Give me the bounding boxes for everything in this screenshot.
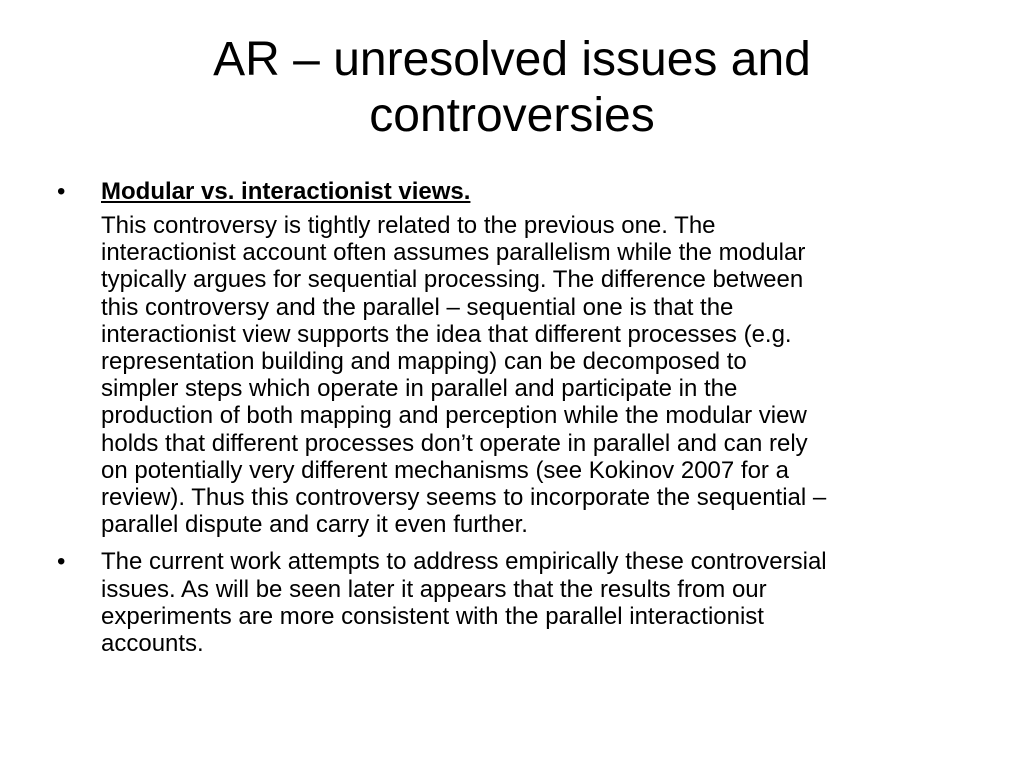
bullet-list (57, 178, 977, 667)
bullet-icon: • (57, 178, 66, 205)
body-line: accounts. (101, 630, 204, 658)
body-line: experiments are more consistent with the parallel interactionist (101, 602, 764, 630)
body-line: simpler steps which operate in parallel and participate in the (101, 375, 738, 403)
bullet-item-current-work (57, 548, 977, 657)
body-line: parallel dispute and carry it even further. (101, 511, 528, 539)
bullet-body (101, 548, 977, 657)
body-line: issues. As will be seen later it appears that the results from our (101, 575, 767, 603)
body-line: interactionist account often assumes parallelism while the modular (101, 239, 806, 267)
body-line: this controversy and the parallel – sequential one is that the (101, 293, 734, 321)
bullet-body (101, 212, 977, 538)
slide-title (80, 32, 944, 144)
body-line: holds that different processes don’t operate in parallel and can rely (101, 429, 808, 457)
title-line: AR – unresolved issues and (213, 33, 811, 86)
body-line: representation building and mapping) can be decomposed to (101, 348, 747, 376)
title-line: controversies (369, 89, 655, 142)
body-line: on potentially very different mechanisms (see Kokinov 2007 for a (101, 456, 789, 484)
body-line: production of both mapping and perception while the modular view (101, 402, 807, 430)
body-line: interactionist view supports the idea that different processes (e.g. (101, 320, 792, 348)
body-line: The current work attempts to address empirically these controversial (101, 548, 827, 576)
bullet-heading: Modular vs. interactionist views. (101, 178, 471, 205)
body-line: review). Thus this controversy seems to incorporate the sequential – (101, 484, 827, 512)
body-line: typically argues for sequential processing. The difference between (101, 266, 804, 294)
body-line: This controversy is tightly related to the previous one. The (101, 212, 716, 239)
bullet-icon: • (57, 548, 66, 576)
bullet-item-modular-vs-interactionist (57, 178, 977, 538)
